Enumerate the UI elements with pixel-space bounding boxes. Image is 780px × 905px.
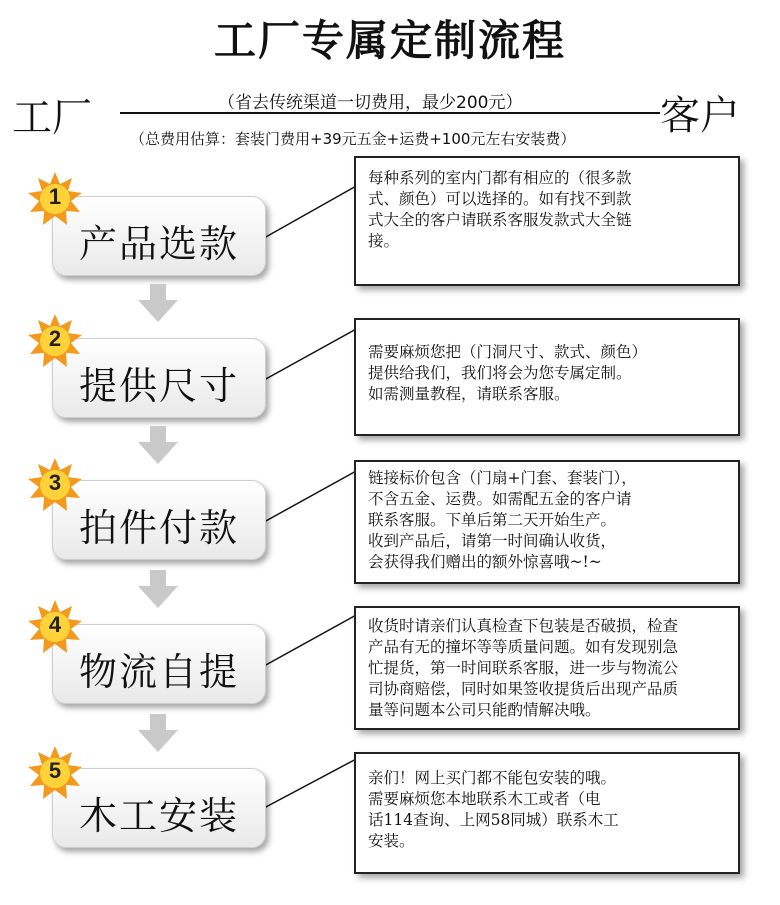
desc-line: 量等问题本公司只能酌情解决哦。 [368,701,601,719]
desc-line: 需要麻烦您本地联系木工或者（电 [368,790,601,808]
step-4-label: 物流自提 [78,650,239,694]
step-2-box [52,338,266,418]
desc-line: 不含五金、运费。如需配五金的客户请 [368,490,632,508]
customer-label: 客户 [660,93,740,139]
step-1-badge-icon [26,170,84,228]
desc-line: 联系客服。下单后第二天开始生产。 [368,511,617,529]
step-4-description [354,606,740,730]
step-2-label: 提供尺寸 [78,364,239,408]
step-4-box [52,624,266,704]
step-5-box [52,768,266,848]
step-1-label: 产品选款 [78,222,239,266]
desc-line: 接。 [368,232,400,250]
step-1-number: 1 [48,184,62,209]
step-4-number: 4 [48,612,62,637]
arrow-down-icon [136,426,180,466]
page-title: 工厂专属定制流程 [213,16,566,65]
arrow-down-icon [136,284,180,324]
step-2-description [354,318,740,436]
step-5-number: 5 [48,758,62,783]
desc-line: 式、颜色）可以选择的。如有找不到款 [368,190,632,208]
desc-line: 提供给我们，我们将会为您专属定制。 [368,364,632,382]
desc-line: 每种系列的室内门都有相应的（很多款 [368,169,632,187]
step-5-label: 木工安装 [78,794,239,838]
desc-line: 亲们！网上买门都不能包安装的哦。 [368,769,617,787]
desc-line: 话114查询、上网58同城）联系木工 [368,811,619,829]
cost-note-bottom: （总费用估算：套装门费用+39元五金+运费+100元左右安装费） [130,130,576,148]
desc-line: 链接标价包含（门扇+门套、套装门）， [368,469,637,487]
desc-line: 安装。 [368,832,415,850]
desc-line: 式大全的客户请联系客服发款式大全链 [368,211,632,229]
step-5-badge-icon [26,744,84,802]
step-3-box [52,480,266,560]
desc-line: 需要麻烦您把（门洞尺寸、款式、颜色） [368,343,648,361]
desc-line: 忙提货，第一时间联系客服，进一步与物流公 [368,659,679,677]
desc-line: 会获得我们赠出的额外惊喜哦~!~ [368,553,602,571]
desc-line: 司协商赔偿，同时如果签收提货后出现产品质 [368,680,679,698]
desc-line: 收货时请亲们认真检查下包装是否破损，检查 [368,617,679,635]
desc-line: 收到产品后，请第一时间确认收货， [368,532,617,550]
step-3-badge-icon [26,456,84,514]
cost-note-top: （省去传统渠道一切费用，最少200元） [218,93,523,113]
step-2-number: 2 [48,326,62,351]
desc-line: 如需测量教程，请联系客服。 [368,385,570,403]
step-2-badge-icon [26,312,84,370]
step-4-badge-icon [26,598,84,656]
step-1-description [354,156,740,286]
desc-line: 产品有无的撞坏等等质量问题。如有发现别急 [368,638,679,656]
step-1-box [52,196,266,276]
step-3-label: 拍件付款 [78,506,239,550]
step-5-description [354,752,740,874]
arrow-down-icon [136,714,180,754]
step-3-description [354,460,740,584]
factory-label: 工厂 [12,95,92,141]
step-3-number: 3 [48,470,62,495]
arrow-down-icon [136,570,180,610]
